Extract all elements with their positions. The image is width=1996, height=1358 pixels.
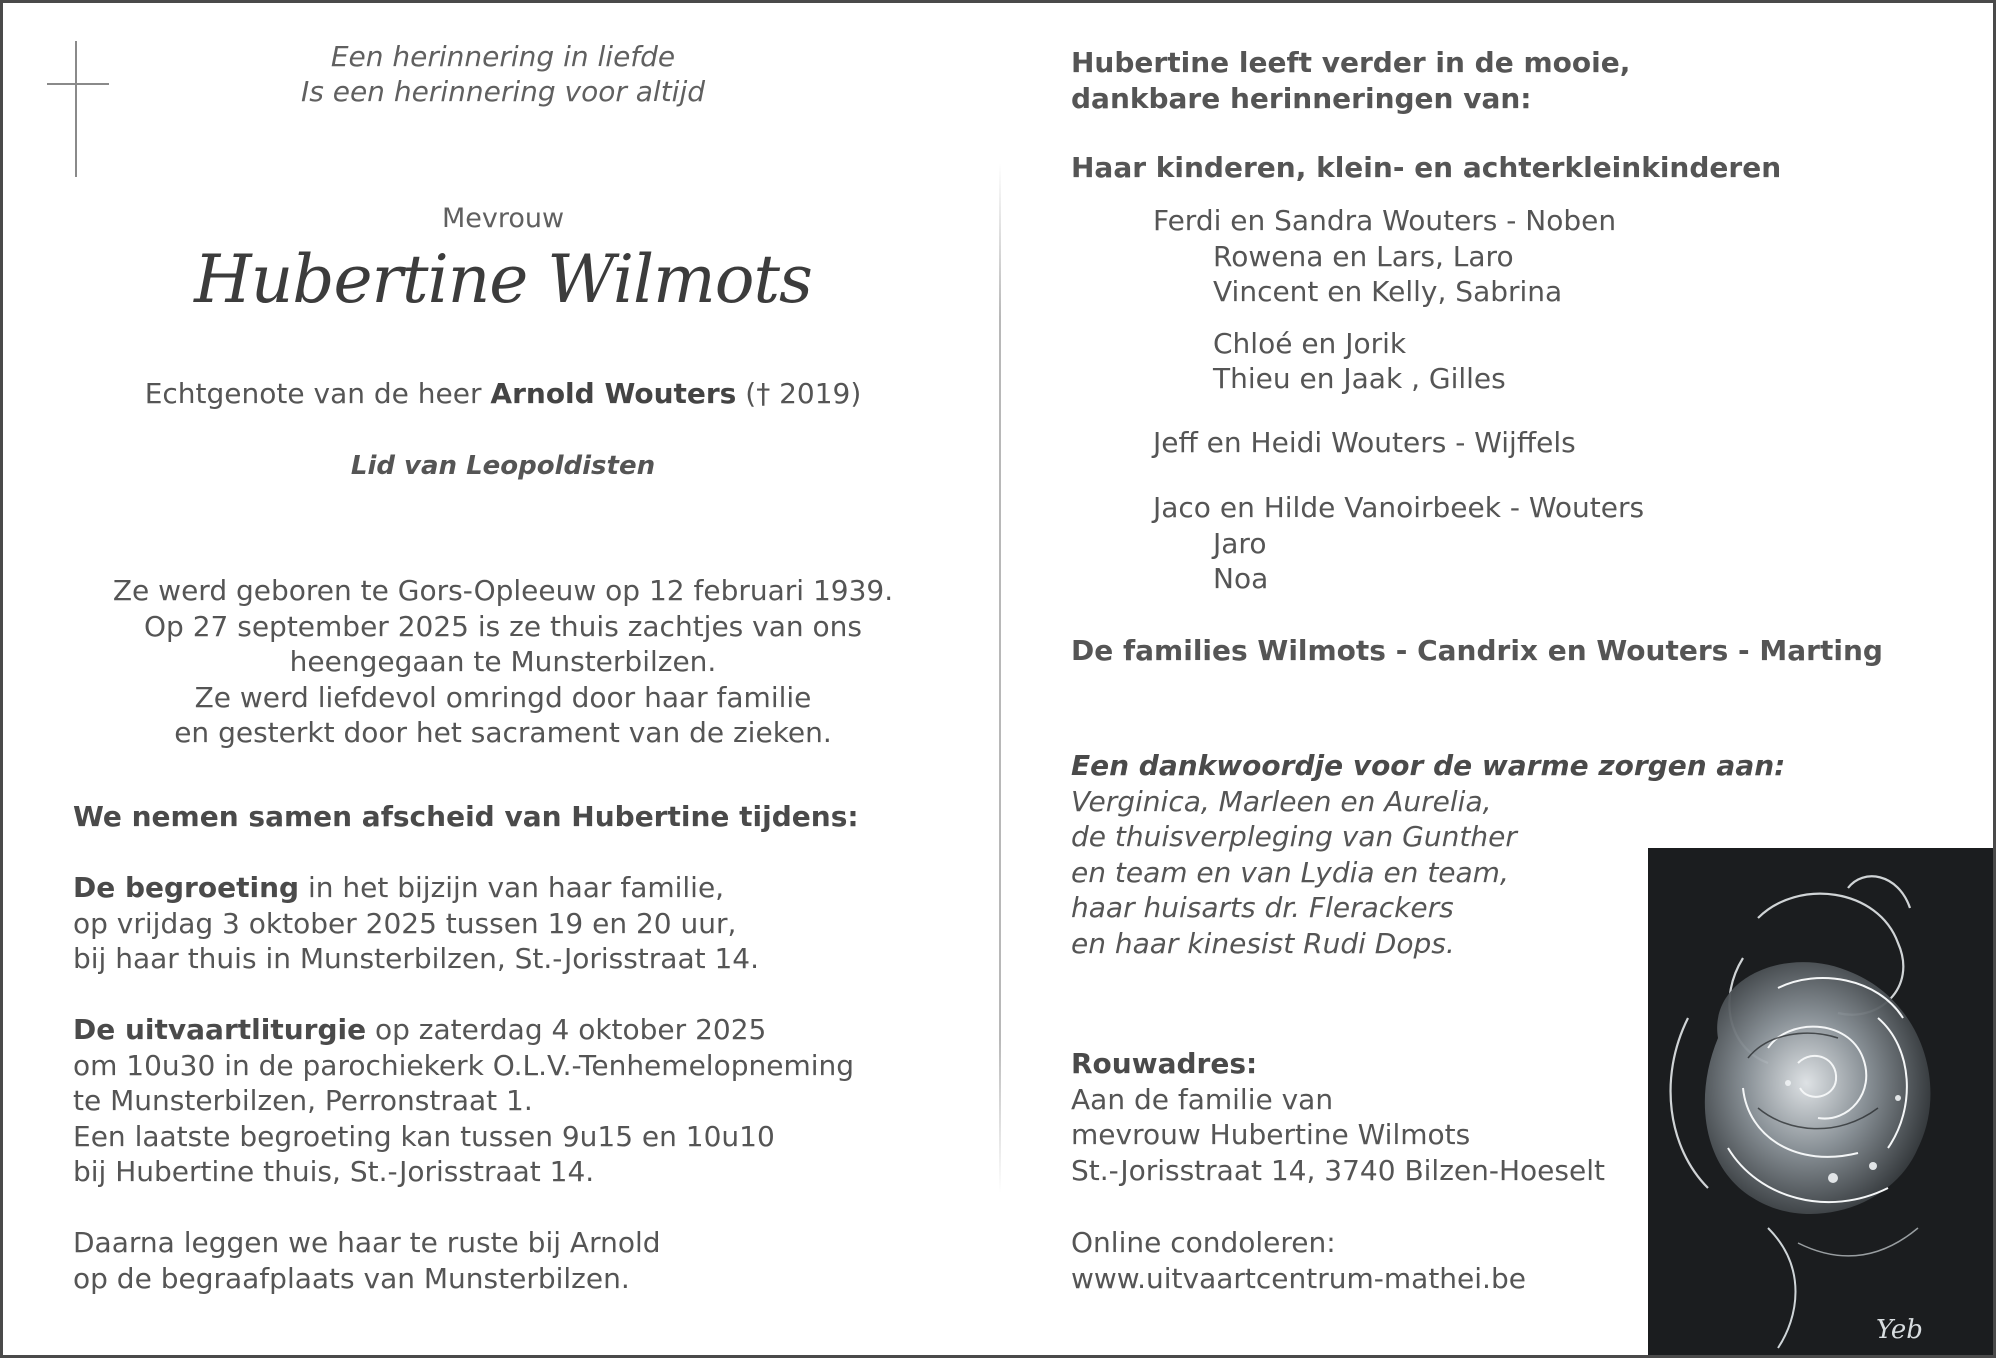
memories-heading: Hubertine leeft verder in de mooie, dankbare herinneringen van: xyxy=(1071,46,1631,115)
extended-families: De families Wilmots - Candrix en Wouters - Marting xyxy=(1071,634,1883,667)
address-heading: Rouwadres: xyxy=(1071,1047,1258,1080)
family-jeff: Jeff en Heidi Wouters - Wijffels xyxy=(1153,426,1576,459)
artist-signature: Yeb xyxy=(1876,1315,1923,1345)
thanks-heading: Een dankwoordje voor de warme zorgen aan: xyxy=(1071,749,1786,782)
membership: Lid van Leopoldisten xyxy=(350,451,656,481)
memorial-quote: Een herinnering in liefde Is een herinnering voor altijd xyxy=(300,40,706,108)
liturgy-label: De uitvaartliturgie xyxy=(73,1013,367,1046)
farewell-heading: We nemen samen afscheid van Hubertine tijdens: xyxy=(73,800,859,833)
deceased-name: Hubertine Wilmots xyxy=(194,241,812,318)
burial-section: Daarna leggen we haar te ruste bij Arnold op de begraafplaats van Munsterbilzen. xyxy=(73,1226,661,1295)
greeting-section: De begroeting in het bijzijn van haar familie, op vrijdag 3 oktober 2025 tussen 19 en 20 uur, bij haar thuis in Munsterbilzen, St.-Jorisstraat 14. xyxy=(73,871,760,975)
family-jaco: Jaco en Hilde Vanoirbeek - Wouters Jaro Noa xyxy=(1153,491,1645,595)
cross-icon-bar xyxy=(47,83,109,85)
biography: Ze werd geboren te Gors-Opleeuw op 12 februari 1939. Op 27 september 2025 is ze thuis zachtjes van ons heengegaan te Munsterbilzen. Ze werd liefdevol omringd door haar familie en gesterkt door het sacrament van de zieken. xyxy=(112,574,894,749)
online-section: Online condoleren: www.uitvaartcentrum-mathei.be xyxy=(1071,1225,1931,1296)
spouse-line: Echtgenote van de heer Arnold Wouters († 2019) xyxy=(144,377,862,410)
address-section: Rouwadres: Aan de familie van mevrouw Hubertine Wilmots St.-Jorisstraat 14, 3740 Bilzen-Hoeselt xyxy=(1071,1046,1931,1188)
condolence-url[interactable]: www.uitvaartcentrum-mathei.be xyxy=(1071,1261,1526,1295)
cross-icon xyxy=(75,41,77,177)
column-divider xyxy=(999,163,1001,1193)
children-heading: Haar kinderen, klein- en achterkleinkinderen xyxy=(1071,151,1782,184)
family-ferdi: Ferdi en Sandra Wouters - Noben Rowena en Lars, Laro Vincent en Kelly, Sabrina Chloé en Jorik Thieu en Jaak , Gilles xyxy=(1153,204,1617,395)
thanks-section: Een dankwoordje voor de warme zorgen aan: Verginica, Marleen en Aurelia, de thuisverpleging van Gunther en team en van Lydia en team, haar huisarts dr. Flerackers en haar kinesist Rudi Dops. xyxy=(1071,748,1931,961)
liturgy-section: De uitvaartliturgie op zaterdag 4 oktober 2025 om 10u30 in de parochiekerk O.L.V.-Tenhemelopneming te Munsterbilzen, Perronstraat 1. Een laatste begroeting kan tussen 9u15 en 10u10 bij Hubertine thuis, St.-Jorisstraat 14. xyxy=(73,1013,855,1188)
honorific: Mevrouw xyxy=(441,203,565,234)
rose-artwork xyxy=(1648,848,1993,1355)
spouse-name: Arnold Wouters xyxy=(490,377,737,410)
rose-icon xyxy=(1648,848,1993,1355)
greeting-label: De begroeting xyxy=(73,871,300,904)
